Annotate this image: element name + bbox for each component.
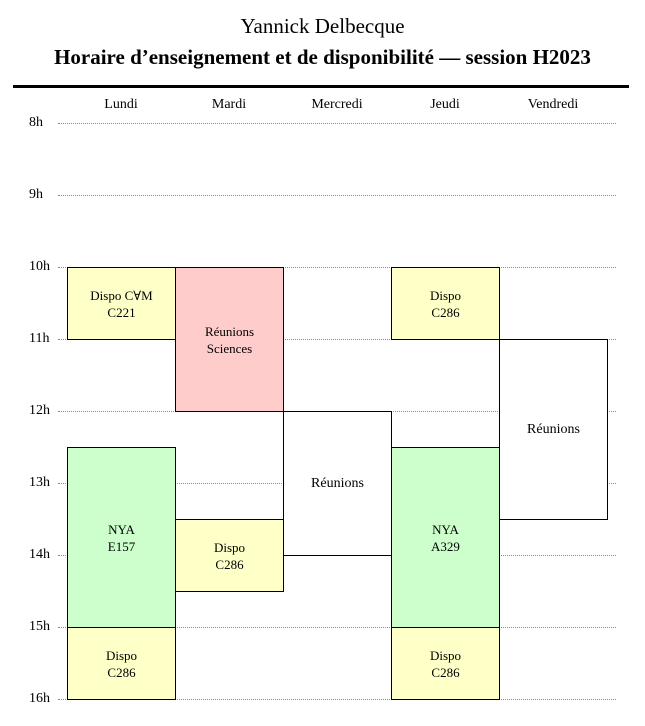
hour-label-13h: 13h	[29, 475, 50, 490]
day-header-jeudi: Jeudi	[430, 97, 460, 112]
hour-gridline	[58, 195, 616, 196]
event-text: Dispo C∀M	[90, 287, 153, 303]
day-header-lundi: Lundi	[104, 97, 138, 112]
event-text: C286	[215, 556, 244, 572]
hour-label-11h: 11h	[29, 331, 50, 346]
event-block	[391, 267, 500, 340]
event-text: A329	[431, 538, 460, 554]
day-header-mardi: Mardi	[211, 97, 247, 112]
day-header-mercredi: Mercredi	[311, 97, 363, 112]
hour-gridline	[58, 123, 616, 124]
event-text: C286	[431, 664, 460, 680]
author-name: Yannick Delbecque	[240, 14, 405, 38]
event-text: NYA	[108, 521, 135, 537]
event-text: Réunions	[527, 422, 580, 437]
event-text: NYA	[432, 521, 459, 537]
event-text: Dispo	[213, 539, 246, 555]
event-text: Dispo	[429, 287, 462, 303]
hour-label-9h: 9h	[29, 187, 43, 202]
event-text: C286	[431, 304, 460, 320]
title-rule	[13, 85, 629, 88]
event-text: Réunions	[204, 323, 255, 339]
event-block	[67, 447, 176, 628]
hour-label-16h: 16h	[29, 691, 50, 706]
event-text: Dispo	[429, 647, 462, 663]
event-text: Sciences	[206, 340, 253, 356]
event-block	[67, 627, 176, 700]
hour-label-8h: 8h	[29, 115, 43, 130]
schedule-title: Horaire d’enseignement et de disponibilité — session H2023	[54, 45, 591, 69]
event-block	[175, 267, 284, 412]
event-block	[391, 447, 500, 628]
event-text: E157	[107, 538, 136, 554]
hour-label-15h: 15h	[29, 619, 50, 634]
event-text: C286	[107, 664, 136, 680]
event-block	[391, 627, 500, 700]
event-block	[499, 339, 608, 520]
hour-label-12h: 12h	[29, 403, 50, 418]
event-block	[175, 519, 284, 592]
event-text: Réunions	[311, 476, 364, 491]
hour-label-10h: 10h	[29, 259, 50, 274]
event-text: C221	[107, 304, 136, 320]
hour-label-14h: 14h	[29, 547, 50, 562]
day-header-vendredi: Vendredi	[527, 97, 579, 112]
event-text: Dispo	[105, 647, 138, 663]
event-block	[67, 267, 176, 340]
event-block	[283, 411, 392, 556]
